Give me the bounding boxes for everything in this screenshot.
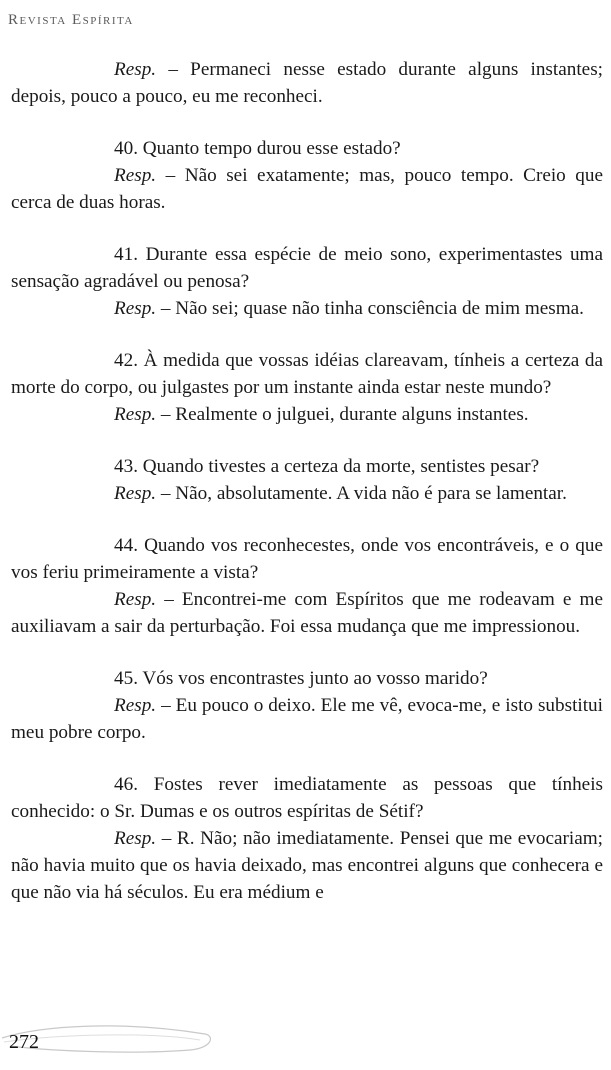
answer-text: – Não sei exatamente; mas, pouco tempo. Creio que cerca de duas horas.	[11, 165, 603, 213]
answer-paragraph	[11, 162, 603, 216]
answer-text: – R. Não; não imediatamente. Pensei que me evocariam; não havia muito que os havia deixado, mas encontrei alguns que conhecera e que não via há séculos. Eu era médium e	[11, 828, 603, 903]
answer-text: – Eu pouco o deixo. Ele me vê, evoca-me, e isto substitui meu pobre corpo.	[11, 695, 603, 743]
answer-text: – Não, absolutamente. A vida não é para se lamentar.	[156, 483, 567, 504]
answer-paragraph	[11, 825, 603, 906]
running-header: Revista Espírita	[8, 12, 134, 28]
page-number: 272	[9, 1031, 39, 1053]
question-paragraph: 46. Fostes rever imediatamente as pessoas que tínheis conhecido: o Sr. Dumas e os outros espíritas de Sétif?	[11, 774, 603, 822]
question-paragraph: 43. Quando tivestes a certeza da morte, sentistes pesar?	[114, 456, 540, 477]
resp-label: Resp.	[114, 828, 157, 849]
answer-paragraph	[11, 692, 603, 746]
resp-label: Resp.	[114, 59, 157, 80]
question-paragraph: 42. À medida que vossas idéias clareavam, tínheis a certeza da morte do corpo, ou julgastes por um instante ainda estar neste mundo?	[11, 350, 603, 398]
answer-paragraph	[11, 401, 603, 428]
resp-label: Resp.	[114, 165, 157, 186]
question-paragraph: 45. Vós vos encontrastes junto ao vosso marido?	[114, 668, 488, 689]
answer-text: – Permaneci nesse estado durante alguns instantes; depois, pouco a pouco, eu me reconheci.	[11, 59, 603, 107]
answer-paragraph	[11, 586, 603, 640]
answer-text: – Realmente o julguei, durante alguns instantes.	[156, 404, 529, 425]
answer-paragraph	[11, 56, 603, 110]
answer-paragraph	[11, 480, 603, 507]
resp-label: Resp.	[114, 298, 157, 319]
answer-paragraph	[11, 295, 603, 322]
resp-label: Resp.	[114, 404, 157, 425]
answer-text: – Não sei; quase não tinha consciência de mim mesma.	[156, 298, 584, 319]
page-body	[11, 56, 603, 906]
answer-text: – Encontrei-me com Espíritos que me rodeavam e me auxiliavam a sair da perturbação. Foi essa mudança que me impressionou.	[11, 589, 603, 637]
question-paragraph: 44. Quando vos reconhecestes, onde vos encontráveis, e o que vos feriu primeiramente a vista?	[11, 535, 603, 583]
resp-label: Resp.	[114, 695, 157, 716]
resp-label: Resp.	[114, 483, 157, 504]
question-paragraph: 41. Durante essa espécie de meio sono, experimentastes uma sensação agradável ou penosa?	[11, 244, 603, 292]
resp-label: Resp.	[114, 589, 157, 610]
question-paragraph: 40. Quanto tempo durou esse estado?	[114, 138, 401, 159]
